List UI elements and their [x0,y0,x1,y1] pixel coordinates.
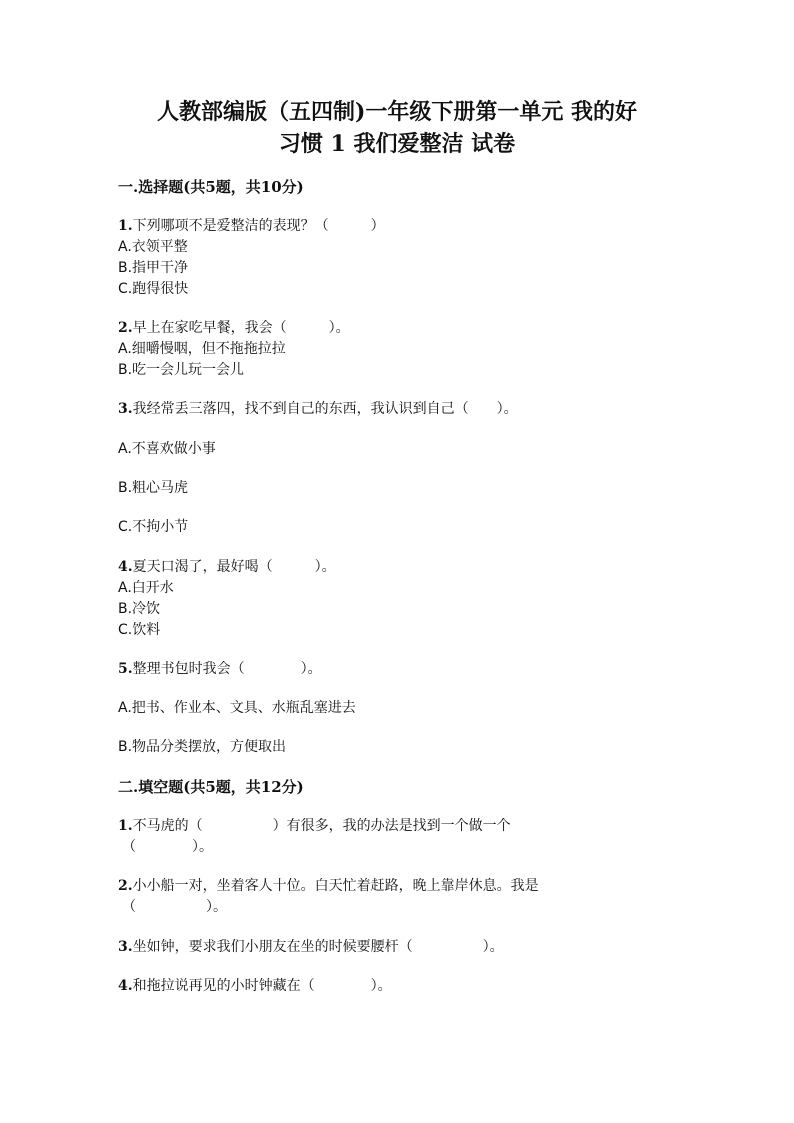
question-text: 坐如钟，要求我们小朋友在坐的时候要腰杆（ ）。 [132,939,504,955]
option-3b: B.粗心马虎 [118,480,189,496]
question-number: 3. [118,939,133,955]
fill-question-1 [118,816,511,836]
question-text: 整理书包时我会（ ）。 [132,661,322,677]
fill-question-1-cont: （ ）。 [122,839,213,855]
question-text: 我经常丢三落四，找不到自己的东西，我认识到自己（ ）。 [132,401,518,417]
option-2a: A.细嚼慢咽，但不拖拖拉拉 [118,341,286,357]
option-5b: B.物品分类摆放，方便取出 [118,739,287,755]
question-1 [118,216,385,236]
question-3 [118,399,518,419]
option-3a: A.不喜欢做小事 [118,441,216,457]
question-text: 小小船一对，坐着客人十位。白天忙着赶路，晚上靠岸休息。我是 [132,878,539,894]
question-4 [118,557,336,577]
section-heading-choice: 一.选择题(共5题，共10分) [118,178,304,196]
fill-question-2 [118,876,539,896]
question-text: 夏天口渴了，最好喝（ ）。 [132,559,336,575]
option-4a: A.白开水 [118,580,174,596]
question-text: 和拖拉说再见的小时钟藏在（ ）。 [132,978,392,994]
question-number: 4. [118,978,133,994]
question-5 [118,659,322,679]
option-5a: A.把书、作业本、文具、水瓶乱塞进去 [118,700,356,716]
fill-question-2-cont: （ ）。 [122,899,227,915]
option-1c: C.跑得很快 [118,281,189,297]
option-3c: C.不拘小节 [118,519,189,535]
question-number: 2. [118,320,133,336]
option-2b: B.吃一会儿玩一会儿 [118,362,245,378]
question-number: 1. [118,218,133,234]
exam-title-line-2: 习惯 1 我们爱整洁 试卷 [278,131,516,157]
exam-title-line-1: 人教部编版（五四制)一年级下册第一单元 我的好 [156,99,638,125]
fill-question-3 [118,937,504,957]
question-text: 不马虎的（ ）有很多，我的办法是找到一个做一个 [132,818,511,834]
option-4c: C.饮料 [118,622,161,638]
question-text: 下列哪项不是爱整洁的表现？（ ） [132,218,385,234]
question-number: 4. [118,559,133,575]
question-number: 2. [118,878,133,894]
question-number: 1. [118,818,133,834]
option-4b: B.冷饮 [118,601,161,617]
option-1b: B.指甲干净 [118,260,189,276]
option-1a: A.衣领平整 [118,239,188,255]
question-number: 3. [118,401,133,417]
question-number: 5. [118,661,133,677]
question-2 [118,318,350,338]
question-text: 早上在家吃早餐，我会（ ）。 [132,320,350,336]
section-heading-fill: 二.填空题(共5题，共12分) [118,778,304,796]
fill-question-4 [118,976,392,996]
